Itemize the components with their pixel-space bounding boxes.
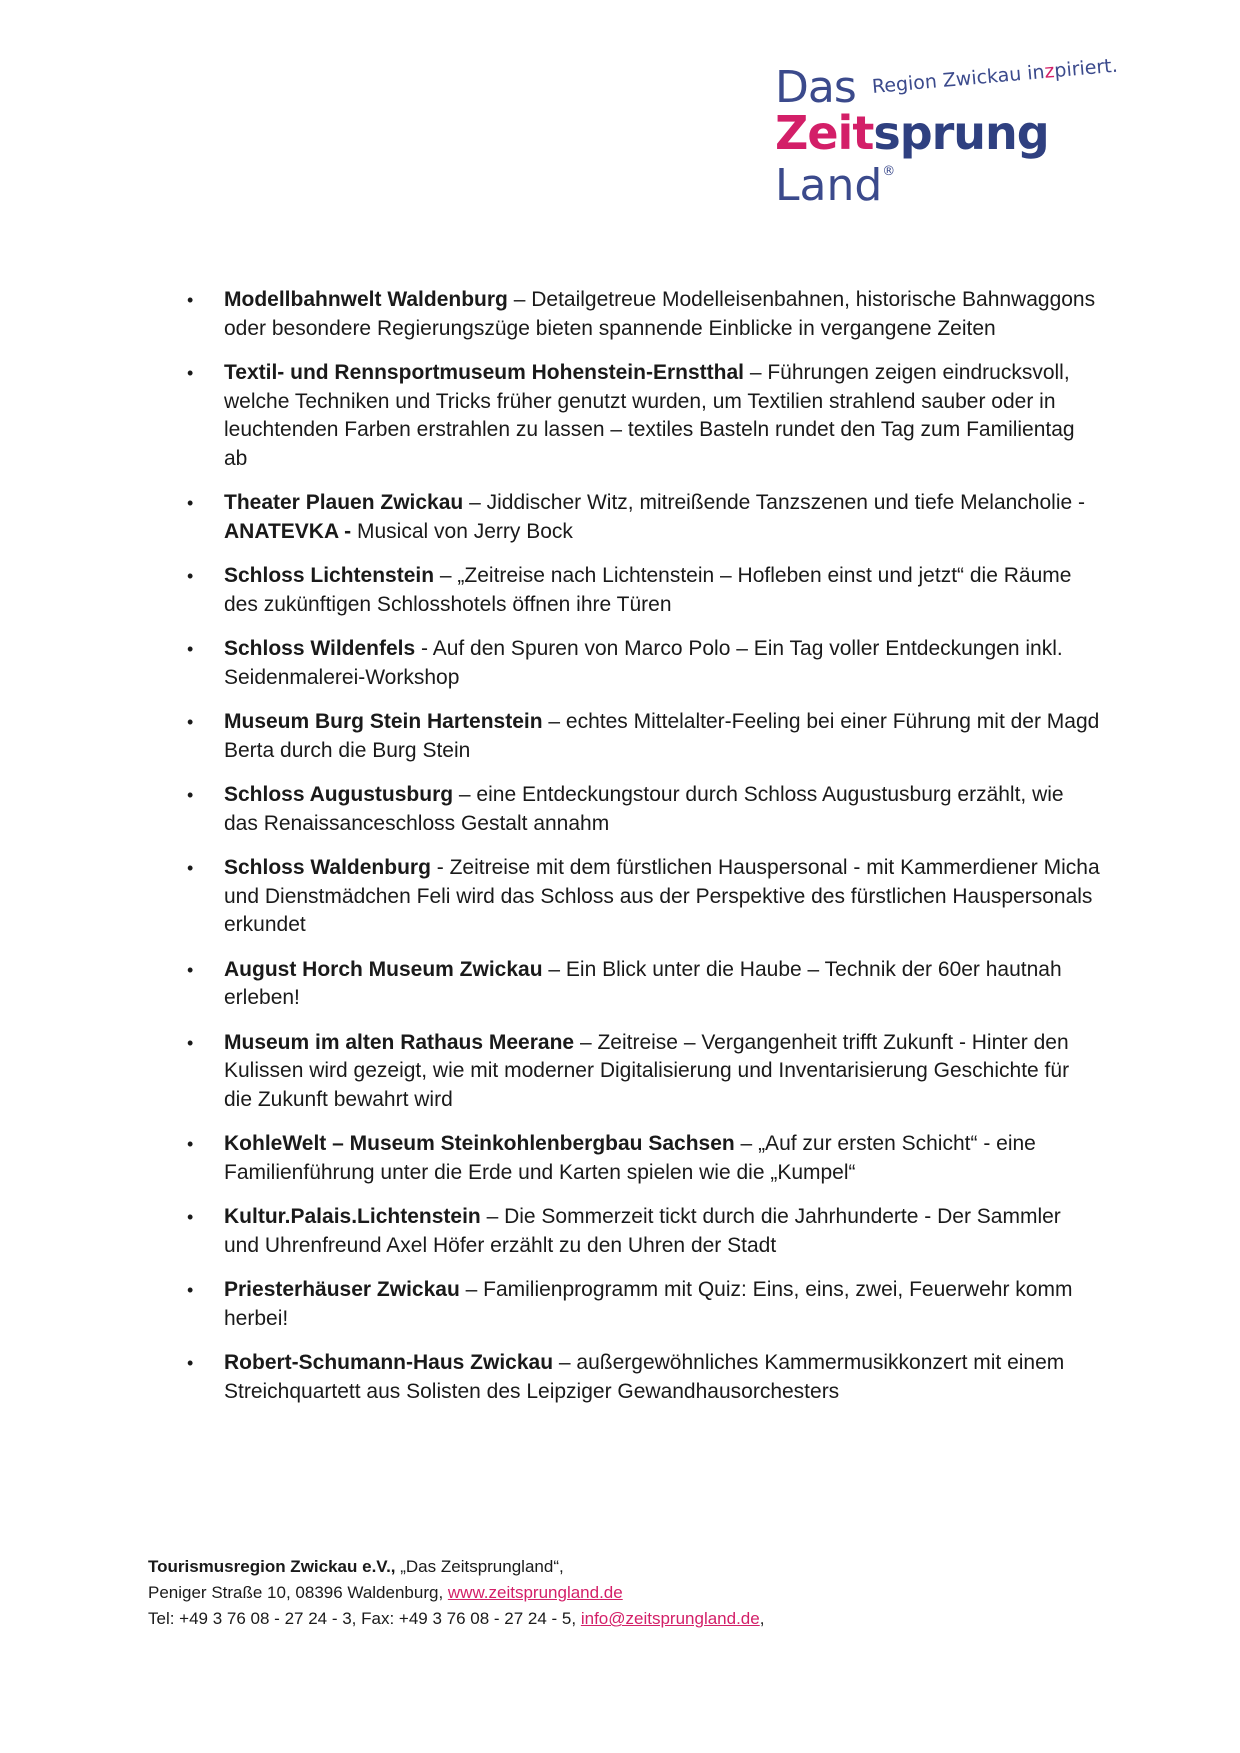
item-text-2: Musical von Jerry Bock	[351, 519, 573, 543]
list-item	[180, 854, 1100, 940]
logo-tagline-end: piriert.	[1053, 54, 1119, 83]
logo-land-text: Land	[775, 160, 883, 211]
item-title: Museum im alten Rathaus Meerane	[224, 1030, 575, 1054]
bullet-icon: •	[187, 1280, 194, 1300]
list-item	[180, 708, 1100, 765]
bullet-icon: •	[187, 363, 194, 383]
item-title: August Horch Museum Zwickau	[224, 957, 543, 981]
email-link[interactable]: info@zeitsprungland.de	[580, 1609, 760, 1628]
logo-wordmark	[775, 106, 1049, 160]
bullet-icon: •	[187, 858, 194, 878]
footer-org-rest: „Das Zeitsprungland“,	[395, 1557, 564, 1576]
footer-email-tail: ,	[759, 1609, 765, 1628]
bullet-icon: •	[187, 712, 194, 732]
logo-das: Das	[775, 62, 856, 113]
footer-phone: Tel: +49 3 76 08 - 27 24 - 3, Fax: +49 3 76 08 - 27 24 - 5,	[148, 1609, 581, 1628]
item-text: – Jiddischer Witz, mitreißende Tanzszenen und tiefe Melancholie -	[463, 491, 1085, 514]
bullet-icon: •	[187, 493, 194, 513]
bullet-icon: •	[187, 639, 194, 659]
attractions-list	[180, 286, 1100, 1422]
footer-org: Tourismusregion Zwickau e.V.,	[148, 1557, 396, 1576]
item-title: Schloss Augustusburg	[224, 783, 454, 806]
footer-org-line	[148, 1554, 764, 1580]
item-text: – Führungen zeigen eindrucksvoll, welche Techniken und Tricks früher genutzt wurden, um Textilien strahlend sauber oder in leuchtenden Farben erstrahlen zu lassen – textiles Basteln rundet den Tag zum Familientag ab	[224, 361, 1075, 470]
bullet-icon: •	[187, 566, 194, 586]
logo-tagline-accent: z	[1043, 60, 1056, 83]
list-item	[180, 1203, 1100, 1260]
item-text: - Zeitreise mit dem fürstlichen Hauspersonal - mit Kammerdiener Micha und Dienstmädchen Feli wird das Schloss aus der Perspektive des fürstlichen Hauspersonals erkundet	[224, 856, 1100, 936]
item-title: Theater Plauen Zwickau	[224, 491, 464, 514]
list-item	[180, 1349, 1100, 1406]
list-item	[180, 286, 1100, 343]
item-title: Schloss Waldenburg	[224, 856, 431, 879]
item-text: – Zeitreise – Vergangenheit trifft Zukunft - Hinter den Kulissen wird gezeigt, wie mit moderner Digitalisierung und Inventarisierung Geschichte für die Zukunft bewahrt wird	[224, 1030, 1070, 1111]
item-text: – eine Entdeckungstour durch Schloss Augustusburg erzählt, wie das Renaissanceschloss Gestalt annahm	[224, 783, 1064, 835]
footer-address: Peniger Straße 10, 08396 Waldenburg,	[148, 1583, 448, 1602]
logo	[775, 54, 1119, 212]
item-text: – Ein Blick unter die Haube – Technik der 60er hautnah erleben!	[224, 957, 1062, 1009]
item-title: Kultur.Palais.Lichtenstein	[224, 1205, 481, 1228]
item-title: Museum Burg Stein Hartenstein	[224, 710, 543, 733]
list-item	[180, 562, 1100, 619]
bullet-icon: •	[187, 1134, 194, 1154]
list-item	[180, 956, 1100, 1013]
list-item	[180, 359, 1100, 473]
list-item	[180, 489, 1100, 546]
footer-contact-line	[148, 1606, 764, 1632]
item-title: Textil- und Rennsportmuseum Hohenstein-Ernstthal	[224, 361, 744, 384]
logo-land	[775, 160, 895, 211]
footer-address-line	[148, 1580, 764, 1606]
item-text: – Die Sommerzeit tickt durch die Jahrhunderte - Der Sammler und Uhrenfreund Axel Höfer erzählt zu den Uhren der Stadt	[224, 1205, 1061, 1257]
item-text: – echtes Mittelalter-Feeling bei einer Führung mit der Magd Berta durch die Burg Stein	[224, 710, 1100, 762]
logo-registered: ®	[882, 164, 896, 179]
list-item	[180, 1130, 1100, 1187]
bullet-icon: •	[187, 290, 194, 310]
list-item	[180, 635, 1100, 692]
item-text: – „Zeitreise nach Lichtenstein – Hofleben einst und jetzt“ die Räume des zukünftigen Schlosshotels öffnen ihre Türen	[224, 564, 1072, 616]
item-title: Robert-Schumann-Haus Zwickau	[224, 1351, 554, 1374]
item-title: Schloss Lichtenstein	[224, 564, 435, 587]
bullet-icon: •	[187, 785, 194, 805]
logo-tagline	[871, 55, 1118, 98]
item-title: Modellbahnwelt Waldenburg	[224, 288, 508, 311]
item-highlight: ANATEVKA -	[224, 519, 352, 543]
bullet-icon: •	[187, 1353, 194, 1373]
footer	[148, 1554, 764, 1632]
item-title: Schloss Wildenfels	[224, 637, 416, 660]
item-text: – Detailgetreue Modelleisenbahnen, historische Bahnwaggons oder besondere Regierungszüge bieten spannende Einblicke in vergangene Zeiten	[224, 288, 1096, 340]
item-text: - Auf den Spuren von Marco Polo – Ein Tag voller Entdeckungen inkl. Seidenmalerei-Workshop	[224, 637, 1063, 689]
logo-sprung: sprung	[873, 106, 1049, 160]
item-title: KohleWelt – Museum Steinkohlenbergbau Sachsen	[224, 1132, 735, 1155]
bullet-icon: •	[187, 1032, 194, 1053]
logo-tagline-main: Region Zwickau in	[871, 60, 1046, 98]
list-item	[180, 1276, 1100, 1333]
bullet-icon: •	[187, 1207, 194, 1227]
website-link[interactable]: www.zeitsprungland.de	[447, 1583, 623, 1602]
list-item	[180, 781, 1100, 838]
bullet-icon: •	[187, 959, 194, 980]
list-item	[180, 1029, 1100, 1115]
item-text: – außergewöhnliches Kammermusikkonzert mit einem Streichquartett aus Solisten des Leipziger Gewandhausorchesters	[224, 1351, 1065, 1403]
logo-zeit: Zeit	[775, 106, 874, 160]
item-text: – „Auf zur ersten Schicht“ - eine Familienführung unter die Erde und Karten spielen wie die „Kumpel“	[224, 1132, 1036, 1184]
item-title: Priesterhäuser Zwickau	[224, 1278, 460, 1301]
item-text: – Familienprogramm mit Quiz: Eins, eins, zwei, Feuerwehr komm herbei!	[224, 1278, 1073, 1330]
